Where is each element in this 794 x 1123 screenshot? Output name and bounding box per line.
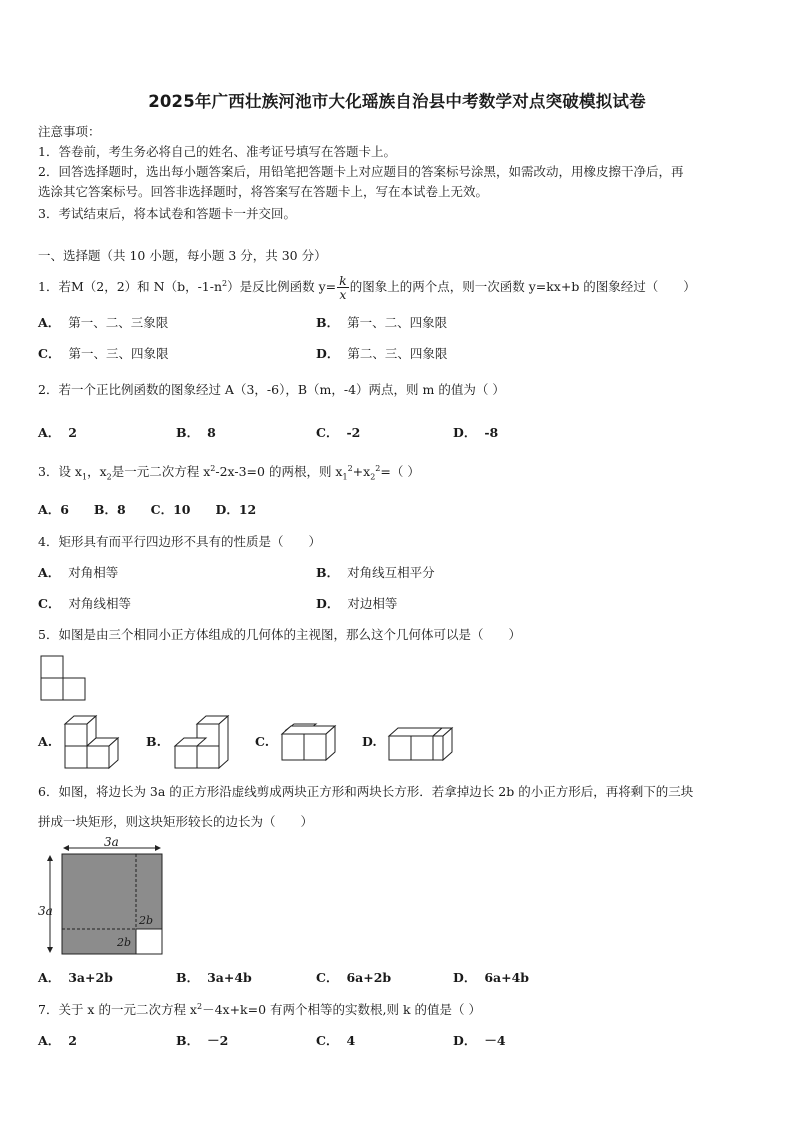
section-heading: 一、选择题（共 10 小题，每小题 3 分，共 30 分） [38, 248, 327, 263]
option-a[interactable]: A． 2 [38, 425, 77, 440]
label-top-3a: 3a [104, 835, 119, 849]
option-a[interactable]: A． 3a+2b [38, 970, 113, 985]
option-a[interactable]: A． 2 [38, 1033, 77, 1048]
notice-item: 1．答卷前，考生务必将自己的姓名、准考证号填写在答题卡上。 [38, 144, 396, 159]
page-title: 2025年广西壮族河池市大化瑶族自治县中考数学对点突破模拟试卷 [148, 92, 646, 111]
option-c[interactable]: C． 第一、三、四象限 [38, 346, 169, 361]
solid-option-d-figure[interactable] [387, 720, 457, 764]
solid-option-c-figure[interactable] [280, 720, 338, 764]
question-3-stem: 3．设 $x_1$，$x_2$是一元二次方程 $x^2-2x-3=0$ 的两根，则 $x_1^2+x_2^2=$（ ） [38, 463, 420, 482]
fraction-k-over-x: $\frac{k}{x}$ [339, 273, 347, 302]
option-a[interactable]: A． 对角相等 [38, 565, 119, 580]
option-d-label[interactable]: D. [362, 734, 377, 749]
square-cut-figure [36, 834, 168, 958]
option-d[interactable]: D． 第二、三、四象限 [316, 346, 448, 361]
option-b-label[interactable]: B. [146, 734, 161, 749]
solid-option-b-figure[interactable] [170, 712, 232, 770]
label-left-3a: 3a [38, 904, 53, 918]
option-d[interactable]: D． 对边相等 [316, 596, 398, 611]
label-inner-2b-bottom: 2b [117, 936, 132, 949]
option-c[interactable]: C． 4 [316, 1033, 356, 1048]
label-inner-2b-right: 2b [139, 914, 154, 927]
option-a[interactable]: A． 第一、二、三象限 [38, 315, 169, 330]
option-d[interactable]: D． －4 [453, 1033, 506, 1048]
notice-item: 2．回答选择题时，选出每小题答案后，用铅笔把答题卡上对应题目的答案标号涂黑，如需改动，用橡皮擦干净后，再 [38, 164, 684, 179]
question-1-stem: 1．若M（2，2）和 N（b，$-1-n^2$）是反比例函数 y= $\frac{k}{x}$ 的图象上的两个点，则一次函数 y=kx+b 的图象经过（ ） [38, 273, 696, 302]
option-c[interactable]: C． 对角线相等 [38, 596, 131, 611]
option-c[interactable]: C． -2 [316, 425, 361, 440]
option-b[interactable]: B． 对角线互相平分 [316, 565, 435, 580]
option-b[interactable]: B． 8 [176, 425, 216, 440]
option-c[interactable]: C． 6a+2b [316, 970, 392, 985]
question-2-stem: 2．若一个正比例函数的图象经过 A（3，-6），B（m，-4）两点，则 m 的值为（ ） [38, 382, 505, 397]
option-c-label[interactable]: C. [255, 734, 270, 749]
option-d[interactable]: D． 6a+4b [453, 970, 530, 985]
notice-item: 选涂其它答案标号。回答非选择题时，将答案写在答题卡上，写在本试卷上无效。 [38, 184, 489, 199]
front-view-figure [40, 655, 88, 703]
notice-heading: 注意事项： [38, 124, 101, 139]
solid-option-a-figure[interactable] [60, 712, 122, 770]
option-b[interactable]: B． －2 [176, 1033, 229, 1048]
question-3-options[interactable]: A．6 B．8 C．10 D．12 [38, 502, 257, 517]
question-6-stem-line2: 拼成一块矩形，则这块矩形较长的边长为（ ） [38, 814, 314, 829]
notice-item: 3．考试结束后，将本试卷和答题卡一并交回。 [38, 206, 296, 221]
option-d[interactable]: D． -8 [453, 425, 499, 440]
option-a-label[interactable]: A. [38, 734, 53, 749]
question-5-stem: 5．如图是由三个相同小正方体组成的几何体的主视图，那么这个几何体可以是（ ） [38, 627, 521, 642]
option-b[interactable]: B． 3a+4b [176, 970, 252, 985]
question-4-stem: 4．矩形具有而平行四边形不具有的性质是（ ） [38, 534, 321, 549]
option-b[interactable]: B． 第一、二、四象限 [316, 315, 448, 330]
question-6-stem-line1: 6．如图，将边长为 3a 的正方形沿虚线剪成两块正方形和两块长方形．若拿掉边长 2b 的小正方形后，再将剩下的三块 [38, 784, 694, 799]
question-7-stem: 7．关于 x 的一元二次方程 $x^2-4x+k=0$ 有两个相等的实数根,则 k 的值是（ ） [38, 1001, 481, 1017]
